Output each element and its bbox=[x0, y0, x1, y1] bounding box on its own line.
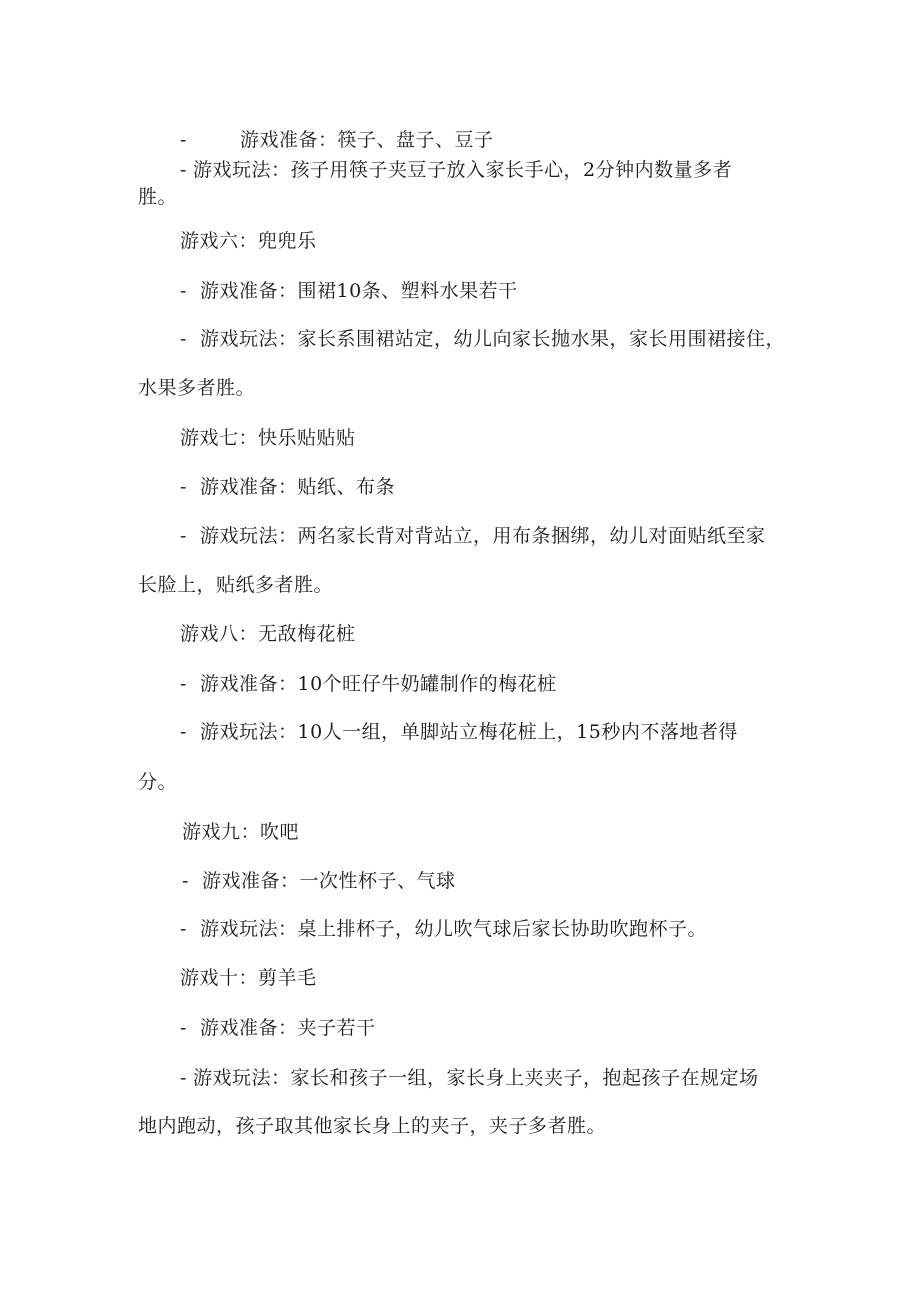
line-text: 长脸上，贴纸多者胜。 bbox=[138, 574, 334, 596]
line-text: 游戏玩法：家长和孩子一组，家长身上夹夹子，抱起孩子在规定场 bbox=[193, 1067, 759, 1089]
list-dash: - bbox=[180, 159, 187, 181]
line-text: 游戏玩法：家长系围裙站定，幼儿向家长抛水果，家长用围裙接住， bbox=[200, 328, 786, 350]
line-text: 水果多者胜。 bbox=[138, 377, 256, 399]
prep-line-game9 bbox=[182, 869, 456, 893]
list-dash: - bbox=[180, 280, 187, 302]
heading-game7 bbox=[180, 426, 356, 450]
line-text: 游戏十：剪羊毛 bbox=[180, 967, 317, 989]
rules-line-game5 bbox=[180, 158, 732, 182]
rules-line-game6 bbox=[180, 327, 785, 351]
heading-game9 bbox=[182, 820, 299, 844]
rules-line-game8-cont bbox=[138, 770, 177, 794]
heading-game10 bbox=[180, 966, 317, 990]
list-dash: - bbox=[180, 1067, 187, 1089]
line-text: 游戏八：无敌梅花桩 bbox=[180, 623, 356, 645]
line-text: 游戏准备：夹子若干 bbox=[200, 1017, 376, 1039]
list-dash: - bbox=[180, 673, 187, 695]
list-dash: - bbox=[180, 918, 187, 940]
line-text: 游戏准备：围裙10条、塑料水果若干 bbox=[200, 280, 518, 302]
line-text: 游戏准备：贴纸、布条 bbox=[200, 476, 396, 498]
line-text: 地内跑动，孩子取其他家长身上的夹子，夹子多者胜。 bbox=[138, 1115, 607, 1137]
rules-line-game9 bbox=[180, 917, 707, 941]
list-dash: - bbox=[180, 328, 187, 350]
line-text: 游戏玩法：桌上排杯子，幼儿吹气球后家长协助吹跑杯子。 bbox=[200, 918, 708, 940]
prep-line-game7 bbox=[180, 475, 395, 499]
line-text: 游戏玩法：两名家长背对背站立，用布条捆绑，幼儿对面贴纸至家 bbox=[200, 525, 766, 547]
list-dash: - bbox=[180, 129, 187, 151]
rules-line-game5-cont bbox=[138, 185, 177, 209]
line-text: 游戏准备：10个旺仔牛奶罐制作的梅花桩 bbox=[200, 673, 557, 695]
list-dash: - bbox=[180, 525, 187, 547]
line-text: 胜。 bbox=[138, 186, 178, 208]
line-text: 游戏九：吹吧 bbox=[182, 821, 300, 843]
rules-line-game10 bbox=[180, 1066, 759, 1090]
line-text: 游戏玩法：孩子用筷子夹豆子放入家长手心，2分钟内数量多者 bbox=[193, 159, 733, 181]
list-dash: - bbox=[180, 1017, 187, 1039]
prep-line-game10 bbox=[180, 1016, 376, 1040]
rules-line-game8 bbox=[180, 720, 738, 744]
rules-line-game6-cont bbox=[138, 376, 255, 400]
prep-line-game8 bbox=[180, 672, 557, 696]
line-text: 分。 bbox=[138, 771, 178, 793]
heading-game8 bbox=[180, 622, 356, 646]
line-text: 游戏准备：筷子、盘子、豆子 bbox=[240, 129, 494, 151]
rules-line-game10-cont bbox=[138, 1114, 606, 1138]
prep-line-game5 bbox=[180, 128, 494, 152]
heading-game6 bbox=[180, 229, 317, 253]
line-text: 游戏七：快乐贴贴贴 bbox=[180, 427, 356, 449]
rules-line-game7-cont bbox=[138, 573, 333, 597]
list-dash: - bbox=[180, 476, 187, 498]
rules-line-game7 bbox=[180, 524, 766, 548]
list-dash: - bbox=[182, 870, 189, 892]
list-dash: - bbox=[180, 721, 187, 743]
line-text: 游戏准备：一次性杯子、气球 bbox=[202, 870, 456, 892]
line-text: 游戏六：兜兜乐 bbox=[180, 230, 317, 252]
line-text: 游戏玩法：10人一组，单脚站立梅花桩上，15秒内不落地者得 bbox=[200, 721, 738, 743]
prep-line-game6 bbox=[180, 279, 518, 303]
